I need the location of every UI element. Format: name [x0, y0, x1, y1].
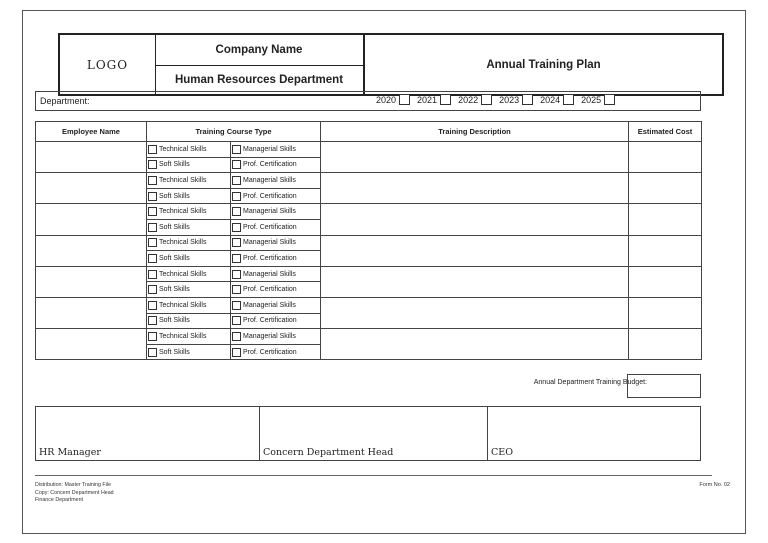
- course-type-checkbox[interactable]: [232, 270, 241, 279]
- page-title: Annual Training Plan: [486, 58, 601, 71]
- course-option: [147, 204, 231, 220]
- year-label: 2025: [581, 94, 602, 105]
- course-option: [147, 266, 231, 282]
- course-type-checkbox[interactable]: [232, 192, 241, 201]
- course-type-checkbox[interactable]: [148, 348, 157, 357]
- course-type-checkbox[interactable]: [148, 316, 157, 325]
- estimated-cost-cell[interactable]: [629, 297, 702, 328]
- course-type-checkbox[interactable]: [232, 254, 241, 263]
- course-type-label: Prof. Certification: [243, 254, 297, 262]
- budget-label: Annual Department Training Budget:: [533, 379, 647, 386]
- course-type-label: Managerial Skills: [243, 208, 296, 216]
- course-type-label: Prof. Certification: [243, 192, 297, 200]
- course-type-checkbox[interactable]: [232, 316, 241, 325]
- course-type-label: Soft Skills: [159, 223, 190, 231]
- course-type-checkbox[interactable]: [148, 254, 157, 263]
- course-type-checkbox[interactable]: [232, 160, 241, 169]
- employee-name-cell[interactable]: [36, 297, 147, 328]
- estimated-cost-cell[interactable]: [629, 142, 702, 173]
- course-type-label: Technical Skills: [159, 176, 207, 184]
- training-description-cell[interactable]: [321, 266, 629, 297]
- table-row: [36, 266, 702, 282]
- table-header-row: [36, 122, 702, 142]
- course-type-checkbox[interactable]: [148, 207, 157, 216]
- department-label: Department:: [40, 96, 90, 106]
- course-option: [147, 282, 231, 298]
- signature-hr-manager[interactable]: [36, 407, 260, 460]
- course-option: [231, 188, 321, 204]
- course-option: [147, 235, 231, 251]
- course-type-label: Managerial Skills: [243, 301, 296, 309]
- signature-ceo[interactable]: [488, 407, 700, 460]
- employee-name-cell[interactable]: [36, 204, 147, 235]
- course-type-label: Managerial Skills: [243, 176, 296, 184]
- year-label: 2023: [499, 94, 520, 105]
- estimated-cost-cell[interactable]: [629, 266, 702, 297]
- course-type-checkbox[interactable]: [232, 348, 241, 357]
- training-description-cell[interactable]: [321, 235, 629, 266]
- course-type-checkbox[interactable]: [232, 332, 241, 341]
- table-row: [36, 297, 702, 313]
- course-type-label: Soft Skills: [159, 286, 190, 294]
- signature-label: HR Manager: [39, 447, 101, 458]
- course-type-checkbox[interactable]: [148, 285, 157, 294]
- course-option: [231, 251, 321, 267]
- course-option: [147, 344, 231, 360]
- course-option: [231, 313, 321, 329]
- estimated-cost-cell[interactable]: [629, 173, 702, 204]
- course-type-label: Soft Skills: [159, 161, 190, 169]
- department-row: [35, 91, 701, 111]
- year-option: [376, 94, 410, 105]
- estimated-cost-cell[interactable]: [629, 235, 702, 266]
- table-row: [36, 235, 702, 251]
- col-header-cost: Estimated Cost: [629, 122, 702, 142]
- course-type-checkbox[interactable]: [232, 301, 241, 310]
- year-checkbox[interactable]: [563, 94, 574, 105]
- training-description-cell[interactable]: [321, 173, 629, 204]
- course-type-label: Prof. Certification: [243, 317, 297, 325]
- course-type-label: Soft Skills: [159, 317, 190, 325]
- course-type-label: Soft Skills: [159, 192, 190, 200]
- year-checkbox[interactable]: [604, 94, 615, 105]
- form-number: Form No. 02: [699, 482, 730, 488]
- col-header-description: Training Description: [321, 122, 629, 142]
- course-type-label: Prof. Certification: [243, 286, 297, 294]
- course-type-label: Technical Skills: [159, 208, 207, 216]
- course-type-label: Soft Skills: [159, 254, 190, 262]
- course-option: [231, 282, 321, 298]
- signature-label: Concern Department Head: [263, 447, 394, 458]
- year-label: 2024: [540, 94, 561, 105]
- distribution-list: [35, 482, 114, 505]
- course-type-checkbox[interactable]: [148, 192, 157, 201]
- year-label: 2021: [417, 94, 438, 105]
- employee-name-cell[interactable]: [36, 142, 147, 173]
- year-option: [540, 94, 574, 105]
- course-type-checkbox[interactable]: [148, 270, 157, 279]
- course-option: [231, 173, 321, 189]
- course-option: [147, 219, 231, 235]
- col-header-course-type: Training Course Type: [147, 122, 321, 142]
- course-option: [147, 188, 231, 204]
- course-option: [231, 157, 321, 173]
- course-type-label: Managerial Skills: [243, 332, 296, 340]
- year-checkbox[interactable]: [440, 94, 451, 105]
- course-type-label: Technical Skills: [159, 301, 207, 309]
- year-option: [417, 94, 451, 105]
- year-checkboxes: [376, 94, 622, 105]
- training-description-cell[interactable]: [321, 142, 629, 173]
- course-option: [147, 313, 231, 329]
- employee-name-cell[interactable]: [36, 329, 147, 360]
- course-type-label: Technical Skills: [159, 332, 207, 340]
- course-type-label: Prof. Certification: [243, 223, 297, 231]
- course-type-checkbox[interactable]: [232, 207, 241, 216]
- year-option: [458, 94, 492, 105]
- course-option: [231, 297, 321, 313]
- course-type-label: Technical Skills: [159, 270, 207, 278]
- department-name: Human Resources Department: [155, 65, 365, 94]
- form-header: [58, 33, 724, 96]
- employee-name-cell[interactable]: [36, 266, 147, 297]
- course-option: [231, 204, 321, 220]
- course-type-label: Technical Skills: [159, 239, 207, 247]
- year-checkbox[interactable]: [522, 94, 533, 105]
- distribution-line: Distribution: Master Training File: [35, 482, 111, 488]
- course-type-checkbox[interactable]: [148, 238, 157, 247]
- distribution-line: Finance Department: [35, 497, 83, 503]
- year-option: [581, 94, 615, 105]
- course-option: [147, 297, 231, 313]
- distribution-line: Copy: Concern Department Head: [35, 489, 114, 496]
- table-row: [36, 204, 702, 220]
- course-option: [147, 142, 231, 158]
- course-type-label: Prof. Certification: [243, 161, 297, 169]
- course-type-checkbox[interactable]: [148, 176, 157, 185]
- course-option: [147, 251, 231, 267]
- col-header-employee: Employee Name: [36, 122, 147, 142]
- table-row: [36, 173, 702, 189]
- signature-label: CEO: [491, 447, 513, 458]
- year-option: [499, 94, 533, 105]
- course-type-checkbox[interactable]: [232, 145, 241, 154]
- course-type-checkbox[interactable]: [232, 285, 241, 294]
- course-type-checkbox[interactable]: [148, 332, 157, 341]
- estimated-cost-cell[interactable]: [629, 204, 702, 235]
- course-option: [147, 157, 231, 173]
- course-type-checkbox[interactable]: [232, 223, 241, 232]
- course-type-label: Managerial Skills: [243, 239, 296, 247]
- course-type-checkbox[interactable]: [148, 160, 157, 169]
- course-type-checkbox[interactable]: [148, 145, 157, 154]
- course-option: [231, 329, 321, 345]
- course-option: [231, 235, 321, 251]
- signature-dept-head[interactable]: [260, 407, 488, 460]
- table-row: [36, 329, 702, 345]
- employee-name-cell[interactable]: [36, 173, 147, 204]
- course-type-checkbox[interactable]: [148, 301, 157, 310]
- year-label: 2020: [376, 94, 397, 105]
- employee-name-cell[interactable]: [36, 235, 147, 266]
- year-label: 2022: [458, 94, 479, 105]
- logo-placeholder: LOGO: [60, 35, 156, 94]
- course-type-checkbox[interactable]: [232, 238, 241, 247]
- course-option: [231, 266, 321, 282]
- course-type-label: Technical Skills: [159, 145, 207, 153]
- course-type-label: Prof. Certification: [243, 348, 297, 356]
- course-option: [231, 344, 321, 360]
- table-row: [36, 142, 702, 158]
- course-type-label: Soft Skills: [159, 348, 190, 356]
- estimated-cost-cell[interactable]: [629, 329, 702, 360]
- course-option: [147, 329, 231, 345]
- course-type-label: Managerial Skills: [243, 145, 296, 153]
- signature-block: [35, 406, 701, 461]
- company-name: Company Name: [155, 35, 365, 66]
- course-option: [231, 219, 321, 235]
- year-checkbox[interactable]: [481, 94, 492, 105]
- footer-divider: [35, 475, 712, 476]
- course-option: [231, 142, 321, 158]
- year-checkbox[interactable]: [399, 94, 410, 105]
- training-table: [35, 121, 702, 360]
- course-type-checkbox[interactable]: [148, 223, 157, 232]
- budget-input[interactable]: [627, 374, 701, 398]
- training-description-cell[interactable]: [321, 329, 629, 360]
- course-type-label: Managerial Skills: [243, 270, 296, 278]
- training-description-cell[interactable]: [321, 204, 629, 235]
- course-type-checkbox[interactable]: [232, 176, 241, 185]
- course-option: [147, 173, 231, 189]
- training-description-cell[interactable]: [321, 297, 629, 328]
